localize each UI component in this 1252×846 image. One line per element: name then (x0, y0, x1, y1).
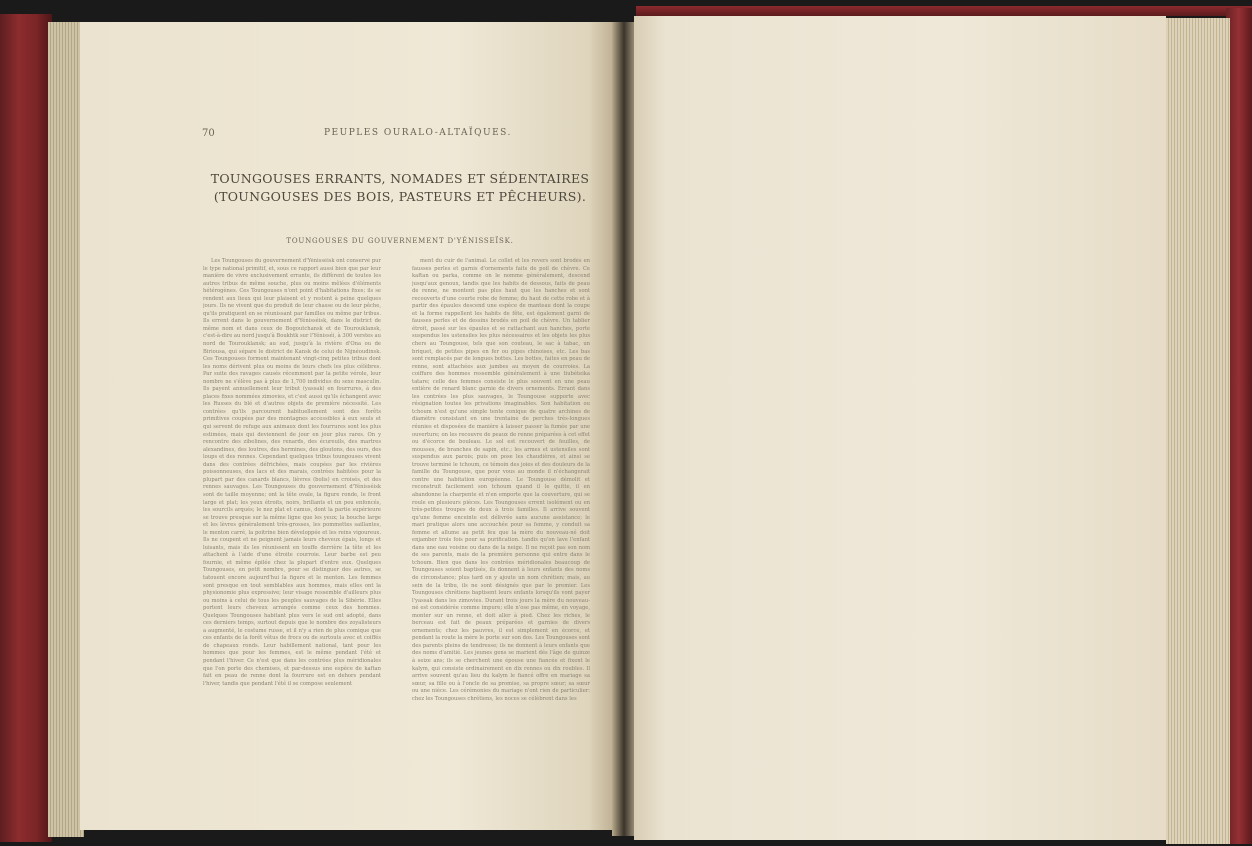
page-edges-right (1166, 18, 1230, 844)
book-gutter (612, 22, 636, 836)
running-head: PEUPLES OURALO-ALTAÏQUES. (324, 128, 512, 138)
chapter-title: TOUNGOUSES ERRANTS, NOMADES ET SÉDENTAIRES (TOUNGOUSES DES BOIS, PASTEURS ET PÊCHEURS). (210, 171, 590, 204)
book-cover-top-edge (636, 6, 1252, 16)
book-cover-left (0, 14, 52, 842)
page-number: 70 (202, 128, 215, 139)
text-column-left: Les Toungouses du gouvernement d'Yénisséisk ont conservé pur le type national primitif, et, sous ce rapport aussi bien que par leur manière de vivre exclusivement errante, ils diffèrent de toutes les autres tribus de même souche, plus ou moins mêlées d'éléments hétérogènes. Ces Toungouses n'ont point d'habitations fixes; ils se rendent aux lieux qui leur plaisent et y restent à peine quelques jours. Ils ne vivent que du produit de leur chasse ou de leur pêche, qu'ils pratiquent en se réunissant par familles ou même par tribus. Ils errent dans le gouvernement d'Yénisséisk, dans le district de même nom et dans ceux de Bogoutchansk et de Tourouklansk, c'est-à-dire au nord jusqu'à Boukhtk sur l'Yénisséi, à 300 verstes au nord de Tourouklansk; au sud, jusqu'à la rivière d'Ona ou de Biriousa, qui sépare le district de Kansk de celui de Nijnéoudinsk. Ces Toungouses forment maintenant vingt-cinq petites tribus dont les noms dérivent plus ou moins de leurs chefs les plus célèbres. Par suite des ravages causés récemment par la petite vérole, leur nombre ne s'élève pas à plus de 1,700 individus du sexe masculin. Ils payent annuellement leur tribut (yassak) en fourrures, à des places fixes nommées zimovies, et c'est aussi qu'ils échangent avec les Russes du blé et d'autres objets de première nécessité. Les contrées qu'ils parcourent habituellement sont des forêts primitives coupées par des montagnes accessibles à eux seuls et qui servent de refuge aux animaux dont les fourrures sont les plus estimées, mais qui deviennent de jour en jour plus rares. On y rencontre des zibelines, des renards, des écureuils, des martres alexandines, des loutres, des hermines, des gloutons, des ours, des loups et des rennes. Cependant quelques tribus toungouses vivent dans des contrées défrichées, mais coupées par les rivières poissonneuses, des lacs et des marais, contrées habitées pour la plupart par des canards blancs, lièvres (bolis) en croisés, et des rennes sauvages. Les Toungouses du gouvernement d'Yénisséisk sont de taille moyenne; ont la tête ovale, la figure ronde, le front large et plat; les yeux étroits, noirs, brillants et un peu enfoncés, les sourcils arqués; le nez plat et camus, dont la partie supérieure se trouve presque sur la même ligne que les yeux; la bouche large et les lèvres généralement très-grosses, les pommettes saillantes, le menton carré, la poitrine bien développée et les reins vigoureux. Ils ne coupent et ne peignent jamais leurs cheveux épais, longs et luisants, mais ils les réunissent en touffe derrière la tête et les attachent à l'aide d'une étroite courroie. Leur barbe est peu fournie, et même épilée chez la plupart d'entre eux. Quelques Toungouses, en petit nombre, pour se distinguer des autres, se tatouent encore aujourd'hui la figure et le menton. Les femmes sont presque en tout semblables aux hommes, mais elles ont la physionomie plus expressive; leur visage ressemble d'ailleurs plus ou moins à celui de tous les peuples sauvages de la Sibérie. Elles portent leurs cheveux arrangés comme ceux des hommes. Quelques Toungouses habitant plus vers le sud ont adopté, dans ces derniers temps, surtout depuis que le nombre des zoyalisteurs a augmenté, le costume russe, et il n'y a rien de plus comique que ces enfants de la forêt vêtus de frocs ou de surtouts avec et coiffés de chapeaux ronds. Leur habillement national, tant pour les hommes que pour les femmes, est le même pendant l'été et pendant l'hiver. Ce n'est que dans les contrées plus méridionales que l'on porte des chemises, et par-dessus une espèce de kaftan fait en peau de renne dont la fourrure est en dehors pendant l'hiver, tandis que pendant l'été il se compose seulement (203, 258, 381, 687)
text-column-right: ment du cuir de l'animal. Le collet et les revers sont brodés en fausses perles et garnis d'ornements faits de poil de chèvre. Ce kaftan ou parka, comme on le nomme généralement, descend jusqu'aux genoux, tandis que les habits de dessous, faits de peau de renne, ne montent pas plus haut que les hanches et sont recouverts d'une courte robe de femme; du haut de cette robe et à partir des épaules descend une espèce de manteau dont la coupe et la forme rappellent les habits de fête, est également garni de fausses perles et de dessins brodés en poil de chèvre. Un tablier étroit, passé sur les épaules et se rattachant aux hanches, porte suspendus les ustensiles les plus nécessaires et les objets les plus chers au Toungouse, tels que son couteau, le sac à tabac, un briquet, de petites pipes en fer ou pipes chinoises, etc. Les bas sont remplacés par de longues bottes. Les bottes, faites en peau de renne, sont attachées aux jambes au moyen de courroies. La coiffure des hommes ressemble généralement à une tiubéteika tatare; celle des femmes consiste le plus souvent en une peau entière de renard blanc garnie de divers ornements. Errant dans les contrées les plus sauvages, le Toungouse supporte avec résignation toutes les privations imaginables. Son habitation ou tchoum n'est qu'une simple tente conique de quatre archines de diamètre consistant en une trentaine de perches très-longues réunies et disposées de manière à laisser passer la fumée par une ouverture; on les recouvre de peaux de renne préparées à cet effet ou d'écorce de bouleau. Le sol est recouvert de feuilles, de mousses, de branches de sapin, etc.; les armes et ustensiles sont suspendus aux parois; puis on pose les chaudières, et ainsi se trouve terminé le tchoum, ce témoin des joies et des douleurs de la famille du Toungouse, que pour vous au monde il n'échangerait contre une habitation européenne. Le Toungouse démolit et reconstruit facilement son tchoum quand il le quitte, il en abandonne la charpente et n'en emporte que la couverture, qui se roule en plusieurs pièces. Les Toungouses errent isolément ou en très-petites troupes de deux à trois familles. Il arrive souvent qu'une femme enceinte est délivrée sans aucune assistance; le mari pratique alors une accouchée pour sa femme, y conduit sa femme et allume au petit feu que la mère du nouveau-né doit enjamber trois fois pour sa purification. tandis qu'on lave l'enfant dans une eau voisine ou dans de la neige. Il ne reçoit pas son nom de ses parents, mais de la première personne qui entre dans le tchoum. Bien que dans les contrées méridionales beaucoup de Toungouses soient baptisés, ils donnent à leurs enfants des noms de circonstance; plus tard on y ajoute un nom chrétien; mais, au sein de la tribu, ils ne sont désignés que par le premier. Les Toungouses chrétiens baptisent leurs enfants lorsqu'ils vont payer l'yassak dans les zimovies. Durant trois jours la mère du nouveau-né est considérée comme impure; elle n'ose pas même, en voyage, monter sur un renne, et doit aller à pied. Chez les riches, le berceau est fait de peaux préparées et garnies de divers ornements; chez les pauvres, il est simplement en écorce, et pendant la route la mère le porte sur son dos. Les Toungouses sont des parents pleins de tendresse; ils ne donnent à leurs enfants que des noms d'amitié. Les jeunes gens se marient dès l'âge de quinze à seize ans; ils se cherchent une épouse une fiancée et fixent le kalym, qui consiste ordinairement en dix rennes ou dix roubles. Il arrive souvent qu'au lieu du kalym le fiancé offre en mariage sa sœur, sa fille ou à l'oncle de sa promise, sa propre sœur; sa sœur ou une nièce. Les cérémonies du mariage n'ont rien de particulier: chez les Toungouses chrétiens, les noces se célèbrent dans les (412, 258, 590, 702)
section-heading: TOUNGOUSES DU GOUVERNEMENT D'YÉNISSEÏSK. (286, 237, 514, 245)
page-edges-left (48, 22, 84, 837)
right-page-blank (634, 16, 1166, 840)
